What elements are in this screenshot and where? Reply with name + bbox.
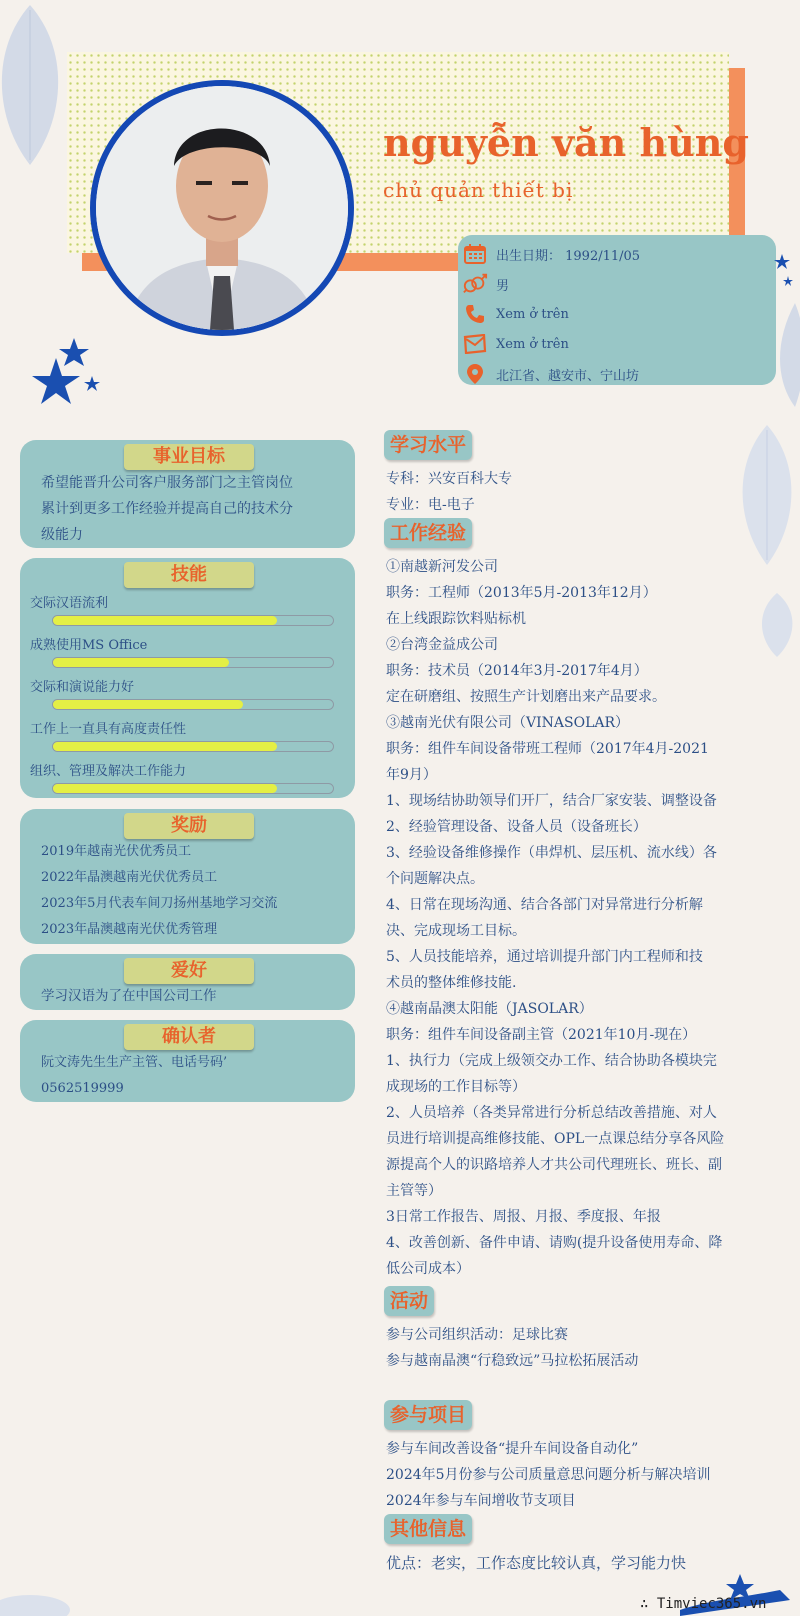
info-row-phone — [462, 299, 770, 329]
info-gender: 男 — [496, 278, 510, 294]
location-icon — [462, 363, 488, 385]
info-row-birthdate — [462, 239, 770, 269]
info-birthdate: 出生日期： 1992/11/05 — [496, 248, 641, 264]
experience-line: 1、执行力（完成上级领交办工作、结合协助各模块完 — [386, 1053, 717, 1069]
calendar-icon — [462, 243, 488, 265]
leaf-decoration-right — [732, 420, 800, 570]
skill-label: 交际和演说能力好 — [30, 680, 135, 695]
skill-bar-fill — [53, 742, 277, 751]
experience-line: 2、人员培养（各类异常进行分析总结改善措施、对人 — [386, 1105, 717, 1121]
experience-line: 2、经验管理设备、设备人员（设备班长） — [386, 819, 647, 835]
experience-line: 决、完成现场工目标。 — [386, 923, 526, 939]
personal-info-panel — [458, 235, 776, 385]
education-line: 专科：兴安百科大专 — [386, 471, 512, 487]
experience-line: 定在研磨组、按照生产计划磨出来产品要求。 — [386, 689, 666, 705]
experience-line: 4、改善创新、备件申请、请购(提升设备使用寿命、降 — [386, 1235, 723, 1251]
hobbies-card — [20, 954, 355, 1010]
experience-line: 4、日常在现场沟通、结合各部门对异常进行分析解 — [386, 897, 703, 913]
info-row-email — [462, 329, 770, 359]
leaf-decoration-top-left — [0, 0, 70, 170]
other-info-heading: 其他信息 — [384, 1514, 472, 1544]
info-phone: Xem ở trên — [496, 306, 569, 322]
experience-line: 低公司成本） — [386, 1261, 470, 1277]
watermark: ∴ Timviec365.vn — [640, 1596, 767, 1612]
experience-line: 3、经验设备维修操作（串焊机、层压机、流水线）各 — [386, 845, 717, 861]
activity-line: 参与越南晶澳“行稳致远”马拉松拓展活动 — [386, 1353, 639, 1369]
skill-label: 工作上一直具有高度责任性 — [30, 722, 187, 737]
award-item: 2023年5月代表车间刀扬州基地学习交流 — [41, 896, 278, 911]
project-line: 参与车间改善设备“提升车间设备自动化” — [386, 1441, 639, 1457]
award-item: 2022年晶澳越南光伏优秀员工 — [41, 870, 218, 885]
experience-line: 成现场的工作目标等） — [386, 1079, 526, 1095]
avatar — [90, 80, 354, 336]
career-goal-line: 级能力 — [41, 527, 83, 543]
career-goal-line: 累计到更多工作经验并提高自己的技术分 — [41, 501, 293, 517]
other-info-line: 优点：老实，工作态度比较认真，学习能力快 — [386, 1554, 687, 1572]
skill-label: 交际汉语流利 — [30, 596, 109, 611]
reference-item: 0562519999 — [41, 1081, 124, 1096]
star-small-icon — [772, 252, 796, 292]
skills-heading: 技能 — [124, 562, 254, 588]
experience-line: ②台湾金益成公司 — [386, 637, 498, 653]
reference-item: 阮文涛先生生产主管、电话号码’ — [41, 1055, 228, 1070]
awards-card — [20, 809, 355, 944]
experience-line: 职务：工程师（2013年5月-2013年12月） — [386, 585, 657, 601]
career-goal-line: 希望能晋升公司客户服务部门之主管岗位 — [41, 475, 293, 491]
skill-bar — [52, 615, 334, 626]
gender-icon — [462, 273, 488, 295]
skill-label: 成熟使用MS Office — [30, 638, 148, 653]
experience-line: 在上线跟踪饮料贴标机 — [386, 611, 526, 627]
phone-icon — [462, 303, 488, 325]
career-goal-heading: 事业目标 — [124, 444, 254, 470]
career-goal-card — [20, 440, 355, 548]
experience-line: 源提高个人的识路培养人才共公司代理班长、班长、副 — [386, 1157, 722, 1173]
candidate-name: nguyễn văn hùng — [383, 120, 749, 165]
leaf-decoration-right-small — [755, 590, 800, 660]
skill-label: 组织、管理及解决工作能力 — [30, 764, 187, 779]
experience-line: ①南越新河发公司 — [386, 559, 498, 575]
project-line: 2024年5月份参与公司质量意思问题分析与解决培训 — [386, 1467, 711, 1483]
hobby-item: 学习汉语为了在中国公司工作 — [41, 988, 217, 1004]
experience-line: 职务：技术员（2014年3月-2017年4月） — [386, 663, 648, 679]
activities-heading: 活动 — [384, 1286, 434, 1316]
skill-bar — [52, 741, 334, 752]
skill-bar-fill — [53, 784, 277, 793]
references-card — [20, 1020, 355, 1102]
skill-bar-fill — [53, 700, 243, 709]
skill-bar — [52, 783, 334, 794]
experience-line: ④越南晶澳太阳能（JASOLAR） — [386, 1001, 593, 1017]
email-icon — [462, 333, 488, 355]
experience-line: ③越南光伏有限公司（VINASOLAR） — [386, 715, 630, 731]
star-cluster-icon — [24, 336, 104, 411]
skill-bar-fill — [53, 616, 277, 625]
experience-line: 员进行培训提高维修技能、OPL一点课总结分享各风险 — [386, 1131, 725, 1147]
activity-line: 参与公司组织活动：足球比赛 — [386, 1327, 568, 1343]
experience-line: 职务：组件车间设备带班工程师（2017年4月-2021 — [386, 741, 709, 757]
education-line: 专业：电-电子 — [386, 497, 475, 513]
experience-line: 1、现场结协助领导们开厂，结合厂家安装、调整设备 — [386, 793, 717, 809]
award-item: 2023年晶澳越南光伏优秀管理 — [41, 922, 218, 937]
avatar-portrait — [96, 86, 348, 330]
skill-bar — [52, 699, 334, 710]
info-row-gender — [462, 269, 770, 299]
education-heading: 学习水平 — [384, 430, 472, 460]
experience-line: 5、人员技能培养，通过培训提升部门内工程师和技 — [386, 949, 703, 965]
award-item: 2019年越南光伏优秀员工 — [41, 844, 192, 859]
skill-bar-fill — [53, 658, 229, 667]
leaf-decoration-bottom-left — [0, 1585, 90, 1616]
awards-heading: 奖励 — [124, 813, 254, 839]
experience-line: 3日常工作报告、周报、月报、季度报、年报 — [386, 1209, 661, 1225]
info-location: 北江省、越安市、宁山坊 — [496, 368, 640, 384]
hobbies-heading: 爱好 — [124, 958, 254, 984]
info-email: Xem ở trên — [496, 336, 569, 352]
experience-line: 职务：组件车间设备副主管（2021年10月-现在） — [386, 1027, 697, 1043]
skills-card — [20, 558, 355, 798]
projects-heading: 参与项目 — [384, 1400, 472, 1430]
candidate-title: chủ quản thiết bị — [383, 178, 574, 202]
experience-heading: 工作经验 — [384, 518, 472, 548]
project-line: 2024年参与车间增收节支项目 — [386, 1493, 576, 1509]
experience-line: 个问题解决点。 — [386, 871, 484, 887]
info-row-location — [462, 359, 770, 389]
experience-line: 年9月） — [386, 767, 437, 783]
experience-line: 主管等） — [386, 1183, 442, 1199]
references-heading: 确认者 — [124, 1024, 254, 1050]
skill-bar — [52, 657, 334, 668]
experience-line: 术员的整体维修技能. — [386, 975, 517, 991]
